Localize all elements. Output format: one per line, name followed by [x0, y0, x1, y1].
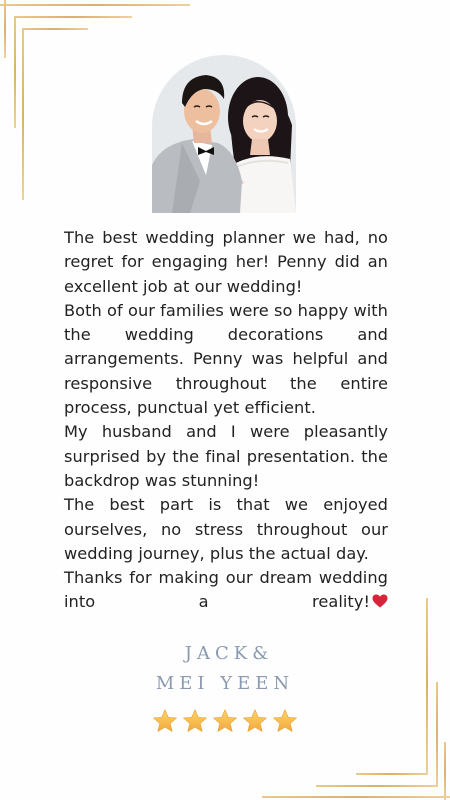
- heart-icon: [372, 594, 388, 608]
- testimonial-paragraph: Both of our families were so happy with the wedding decorations and arrangements. Penny was helpful and responsive throughout the entire process, punctual yet efficient.: [64, 300, 388, 418]
- gold-frame-line: [444, 742, 446, 800]
- gold-frame-line: [4, 0, 6, 58]
- gold-frame-line: [22, 28, 24, 200]
- star-icon: [182, 708, 208, 734]
- star-icon: [272, 708, 298, 734]
- gold-frame-line: [14, 16, 16, 128]
- gold-frame-line: [316, 785, 438, 787]
- star-rating: [152, 708, 298, 736]
- testimonial-paragraph: My husband and I were pleasantly surprised by the final presentation. the backdrop was stunning!: [64, 422, 388, 490]
- testimonial-paragraph: The best part is that we enjoyed ourselves, no stress throughout our wedding journey, plus the actual day.: [64, 495, 388, 563]
- testimonial-paragraph-last: [64, 566, 388, 615]
- testimonial-closing: Thanks for making our dream wedding into a reality!: [64, 568, 388, 612]
- couple-illustration: [152, 55, 296, 213]
- gold-frame-line: [262, 796, 450, 798]
- star-icon: [242, 708, 268, 734]
- couple-name-line-1: JACK&: [184, 643, 274, 664]
- gold-frame-line: [0, 4, 190, 6]
- gold-frame-line: [22, 28, 88, 30]
- couple-name-line-2: MEI YEEN: [155, 673, 295, 694]
- gold-frame-line: [436, 682, 438, 787]
- star-icon: [152, 708, 178, 734]
- testimonial-paragraph: The best wedding planner we had, no regret for engaging her! Penny did an excellent job at our wedding!: [64, 228, 388, 296]
- testimonial-text: [64, 226, 388, 615]
- couple-photo: [152, 55, 296, 213]
- gold-frame-line: [14, 16, 132, 18]
- gold-frame-line: [356, 773, 428, 775]
- star-icon: [212, 708, 238, 734]
